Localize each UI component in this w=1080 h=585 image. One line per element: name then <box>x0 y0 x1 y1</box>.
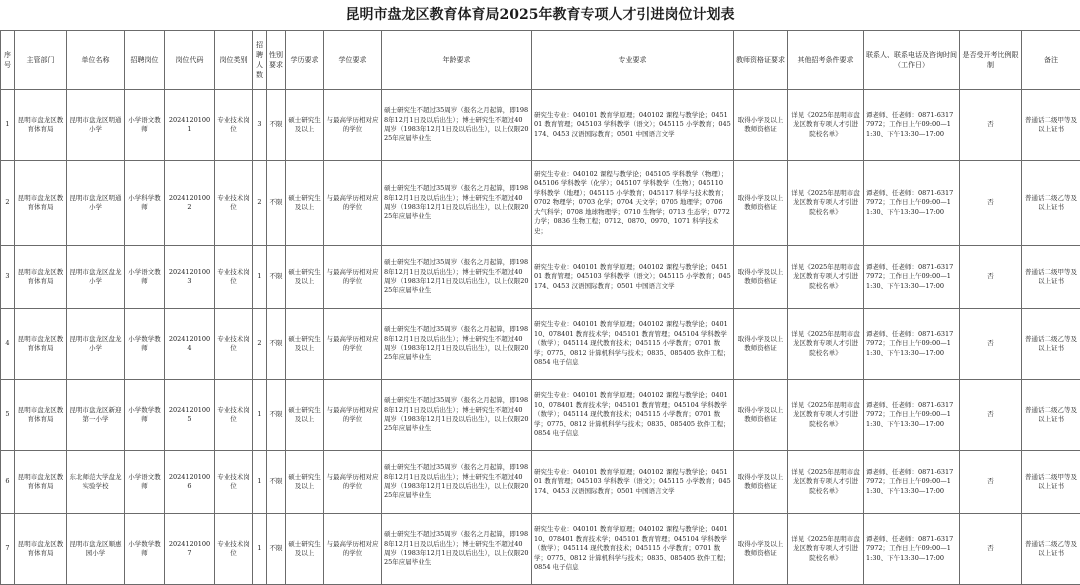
cell-post: 小学语文教师 <box>125 90 165 161</box>
cell-ratio: 否 <box>960 246 1022 309</box>
cell-count: 1 <box>253 514 267 585</box>
header-dept: 主管部门 <box>15 31 67 90</box>
header-education: 学历要求 <box>286 31 324 90</box>
cell-other: 详见《2025年昆明市盘龙区教育专项人才引进院校名单》 <box>788 380 864 451</box>
cell-count: 1 <box>253 246 267 309</box>
table-row <box>1 514 1080 585</box>
cell-code: 20241201006 <box>165 451 215 514</box>
cell-contact: 谭老师、任老师：0871-63177972；工作日上午09:00—11:30、下午13:30—17:00 <box>864 451 960 514</box>
cell-code: 20241201007 <box>165 514 215 585</box>
cell-other: 详见《2025年昆明市盘龙区教育专项人才引进院校名单》 <box>788 514 864 585</box>
cell-ratio: 否 <box>960 451 1022 514</box>
cell-cert: 取得小学及以上教师资格证 <box>734 380 788 451</box>
cell-post: 小学数学教师 <box>125 514 165 585</box>
cell-major: 研究生专业：040101 教育学原理；040102 课程与教学论；040110、078401 教育技术学；045101 教育管理；045104 学科教学（数学）；045114 现代教育技术；045115 小学教育；0701 数学；0775、0812 计算机科学与技术；0835、085405 软件工程；0854 电子信息 <box>532 380 734 451</box>
cell-major: 研究生专业：040102 课程与教学论；045105 学科教学（物理）；045106 学科教学（化学）；045107 学科教学（生物）；045110 学科教学（地理）；045115 小学教育；045117 科学与技术教育；0702 物理学；0703 化学；0704 天文学；0705 地理学；0706 大气科学；0708 地球物理学；0710 生物学；0713 生态学；0772 力学；0836 生物工程；0712、0870、0970、1071 科学技术史； <box>532 161 734 246</box>
cell-unit: 昆明市盘龙区盘龙小学 <box>67 246 125 309</box>
document-title: 昆明市盘龙区教育体育局2025年教育专项人才引进岗位计划表 <box>0 2 1080 28</box>
header-row <box>1 31 1080 90</box>
cell-cert: 取得小学及以上教师资格证 <box>734 514 788 585</box>
header-cert: 教师资格证要求 <box>734 31 788 90</box>
header-count: 招聘人数 <box>253 31 267 90</box>
cell-remark: 普通话二级甲等及以上证书 <box>1022 90 1080 161</box>
cell-remark: 普通话二级甲等及以上证书 <box>1022 246 1080 309</box>
cell-dept: 昆明市盘龙区教育体育局 <box>15 161 67 246</box>
cell-no: 3 <box>1 246 15 309</box>
cell-gender: 不限 <box>267 90 286 161</box>
cell-count: 1 <box>253 451 267 514</box>
cell-major: 研究生专业：040101 教育学原理；040102 课程与教学论；040110、078401 教育技术学；045101 教育管理；045104 学科教学（数学）；045114 现代教育技术；045115 小学教育；0701 数学；0775、0812 计算机科学与技术；0835、085405 软件工程；0854 电子信息 <box>532 309 734 380</box>
cell-degree: 与最高学历相对应的学位 <box>324 161 382 246</box>
header-degree: 学位要求 <box>324 31 382 90</box>
cell-count: 2 <box>253 309 267 380</box>
table-row <box>1 90 1080 161</box>
cell-post: 小学数学教师 <box>125 309 165 380</box>
cell-major: 研究生专业：040101 教育学原理；040102 课程与教学论；045101 教育管理；045103 学科教学（语文）；045115 小学教育；045174、0453 汉语国际教育；0501 中国语言文学 <box>532 90 734 161</box>
cell-cert: 取得小学及以上教师资格证 <box>734 90 788 161</box>
cell-post: 小学语文教师 <box>125 246 165 309</box>
cell-education: 硕士研究生及以上 <box>286 161 324 246</box>
cell-cert: 取得小学及以上教师资格证 <box>734 246 788 309</box>
header-category: 岗位类别 <box>215 31 253 90</box>
header-age: 年龄要求 <box>382 31 532 90</box>
table-row <box>1 451 1080 514</box>
cell-remark: 普通话二级甲等及以上证书 <box>1022 451 1080 514</box>
cell-dept: 昆明市盘龙区教育体育局 <box>15 514 67 585</box>
cell-category: 专业技术岗位 <box>215 161 253 246</box>
cell-contact: 谭老师、任老师：0871-63177972；工作日上午09:00—11:30、下午13:30—17:00 <box>864 309 960 380</box>
cell-code: 20241201004 <box>165 309 215 380</box>
header-unit: 单位名称 <box>67 31 125 90</box>
cell-dept: 昆明市盘龙区教育体育局 <box>15 246 67 309</box>
cell-degree: 与最高学历相对应的学位 <box>324 309 382 380</box>
cell-ratio: 否 <box>960 309 1022 380</box>
recruitment-table <box>0 30 1080 585</box>
cell-age: 硕士研究生不超过35周岁（报名之月起算，即1988年12月1日及以后出生）；博士研究生不超过40周岁（1983年12月1日及以后出生），以上仅限2025年应届毕业生 <box>382 451 532 514</box>
cell-no: 7 <box>1 514 15 585</box>
cell-age: 硕士研究生不超过35周岁（报名之月起算，即1988年12月1日及以后出生）；博士研究生不超过40周岁（1983年12月1日及以后出生），以上仅限2025年应届毕业生 <box>382 161 532 246</box>
cell-degree: 与最高学历相对应的学位 <box>324 90 382 161</box>
cell-unit: 昆明市盘龙区盘龙小学 <box>67 309 125 380</box>
cell-remark: 普通话二级乙等及以上证书 <box>1022 380 1080 451</box>
cell-cert: 取得小学及以上教师资格证 <box>734 309 788 380</box>
cell-other: 详见《2025年昆明市盘龙区教育专项人才引进院校名单》 <box>788 451 864 514</box>
cell-education: 硕士研究生及以上 <box>286 246 324 309</box>
cell-dept: 昆明市盘龙区教育体育局 <box>15 451 67 514</box>
cell-contact: 谭老师、任老师：0871-63177972；工作日上午09:00—11:30、下午13:30—17:00 <box>864 514 960 585</box>
cell-count: 3 <box>253 90 267 161</box>
header-remark: 备注 <box>1022 31 1080 90</box>
cell-education: 硕士研究生及以上 <box>286 309 324 380</box>
cell-unit: 昆明市盘龙区明通小学 <box>67 161 125 246</box>
cell-gender: 不限 <box>267 451 286 514</box>
cell-age: 硕士研究生不超过35周岁（报名之月起算，即1988年12月1日及以后出生）；博士研究生不超过40周岁（1983年12月1日及以后出生），以上仅限2025年应届毕业生 <box>382 514 532 585</box>
cell-remark: 普通话二级乙等及以上证书 <box>1022 309 1080 380</box>
cell-remark: 普通话二级乙等及以上证书 <box>1022 514 1080 585</box>
cell-ratio: 否 <box>960 514 1022 585</box>
cell-contact: 谭老师、任老师：0871-63177972；工作日上午09:00—11:30、下午13:30—17:00 <box>864 161 960 246</box>
cell-post: 小学数学教师 <box>125 380 165 451</box>
cell-no: 5 <box>1 380 15 451</box>
table-row <box>1 161 1080 246</box>
header-no: 序号 <box>1 31 15 90</box>
cell-other: 详见《2025年昆明市盘龙区教育专项人才引进院校名单》 <box>788 90 864 161</box>
cell-major: 研究生专业：040101 教育学原理；040102 课程与教学论；040110、078401 教育技术学；045101 教育管理；045104 学科教学（数学）；045114 现代教育技术；045115 小学教育；0701 数学；0775、0812 计算机科学与技术；0835、085405 软件工程；0854 电子信息 <box>532 514 734 585</box>
cell-cert: 取得小学及以上教师资格证 <box>734 161 788 246</box>
cell-contact: 谭老师、任老师：0871-63177972；工作日上午09:00—11:30、下午13:30—17:00 <box>864 380 960 451</box>
cell-unit: 昆明市盘龙区新迎第一小学 <box>67 380 125 451</box>
cell-remark: 普通话二级乙等及以上证书 <box>1022 161 1080 246</box>
cell-count: 2 <box>253 161 267 246</box>
cell-degree: 与最高学历相对应的学位 <box>324 514 382 585</box>
cell-other: 详见《2025年昆明市盘龙区教育专项人才引进院校名单》 <box>788 161 864 246</box>
cell-code: 20241201005 <box>165 380 215 451</box>
header-major: 专业要求 <box>532 31 734 90</box>
cell-other: 详见《2025年昆明市盘龙区教育专项人才引进院校名单》 <box>788 309 864 380</box>
cell-category: 专业技术岗位 <box>215 514 253 585</box>
cell-category: 专业技术岗位 <box>215 451 253 514</box>
cell-other: 详见《2025年昆明市盘龙区教育专项人才引进院校名单》 <box>788 246 864 309</box>
cell-age: 硕士研究生不超过35周岁（报名之月起算，即1988年12月1日及以后出生）；博士研究生不超过40周岁（1983年12月1日及以后出生），以上仅限2025年应届毕业生 <box>382 309 532 380</box>
cell-count: 1 <box>253 380 267 451</box>
cell-degree: 与最高学历相对应的学位 <box>324 380 382 451</box>
cell-major: 研究生专业：040101 教育学原理；040102 课程与教学论；045101 教育管理；045103 学科教学（语文）；045115 小学教育；045174、0453 汉语国际教育；0501 中国语言文学 <box>532 451 734 514</box>
table-row <box>1 380 1080 451</box>
cell-ratio: 否 <box>960 90 1022 161</box>
cell-post: 小学科学教师 <box>125 161 165 246</box>
cell-category: 专业技术岗位 <box>215 309 253 380</box>
table-row <box>1 309 1080 380</box>
cell-no: 1 <box>1 90 15 161</box>
cell-age: 硕士研究生不超过35周岁（报名之月起算，即1988年12月1日及以后出生）；博士研究生不超过40周岁（1983年12月1日及以后出生），以上仅限2025年应届毕业生 <box>382 380 532 451</box>
cell-no: 2 <box>1 161 15 246</box>
cell-no: 4 <box>1 309 15 380</box>
cell-contact: 谭老师、任老师：0871-63177972；工作日上午09:00—11:30、下午13:30—17:00 <box>864 90 960 161</box>
cell-gender: 不限 <box>267 161 286 246</box>
header-code: 岗位代码 <box>165 31 215 90</box>
cell-gender: 不限 <box>267 246 286 309</box>
cell-education: 硕士研究生及以上 <box>286 451 324 514</box>
cell-gender: 不限 <box>267 380 286 451</box>
cell-gender: 不限 <box>267 514 286 585</box>
cell-unit: 昆明市盘龙区顺惠园小学 <box>67 514 125 585</box>
cell-code: 20241201001 <box>165 90 215 161</box>
header-post: 招聘岗位 <box>125 31 165 90</box>
cell-code: 20241201002 <box>165 161 215 246</box>
cell-education: 硕士研究生及以上 <box>286 514 324 585</box>
table-row <box>1 246 1080 309</box>
cell-dept: 昆明市盘龙区教育体育局 <box>15 380 67 451</box>
cell-age: 硕士研究生不超过35周岁（报名之月起算，即1988年12月1日及以后出生）；博士研究生不超过40周岁（1983年12月1日及以后出生），以上仅限2025年应届毕业生 <box>382 246 532 309</box>
header-ratio: 是否受开考比例限制 <box>960 31 1022 90</box>
cell-unit: 昆明市盘龙区明通小学 <box>67 90 125 161</box>
cell-category: 专业技术岗位 <box>215 246 253 309</box>
cell-unit: 东北师范大学盘龙实验学校 <box>67 451 125 514</box>
cell-degree: 与最高学历相对应的学位 <box>324 451 382 514</box>
cell-code: 20241201003 <box>165 246 215 309</box>
cell-education: 硕士研究生及以上 <box>286 380 324 451</box>
cell-category: 专业技术岗位 <box>215 90 253 161</box>
cell-education: 硕士研究生及以上 <box>286 90 324 161</box>
cell-ratio: 否 <box>960 380 1022 451</box>
cell-age: 硕士研究生不超过35周岁（报名之月起算，即1988年12月1日及以后出生）；博士研究生不超过40周岁（1983年12月1日及以后出生），以上仅限2025年应届毕业生 <box>382 90 532 161</box>
cell-cert: 取得小学及以上教师资格证 <box>734 451 788 514</box>
cell-category: 专业技术岗位 <box>215 380 253 451</box>
cell-post: 小学语文教师 <box>125 451 165 514</box>
header-other: 其他招考条件要求 <box>788 31 864 90</box>
cell-gender: 不限 <box>267 309 286 380</box>
cell-degree: 与最高学历相对应的学位 <box>324 246 382 309</box>
cell-no: 6 <box>1 451 15 514</box>
cell-contact: 谭老师、任老师：0871-63177972；工作日上午09:00—11:30、下午13:30—17:00 <box>864 246 960 309</box>
cell-dept: 昆明市盘龙区教育体育局 <box>15 309 67 380</box>
cell-dept: 昆明市盘龙区教育体育局 <box>15 90 67 161</box>
header-contact: 联系人、联系电话及咨询时间（工作日） <box>864 31 960 90</box>
cell-ratio: 否 <box>960 161 1022 246</box>
cell-major: 研究生专业：040101 教育学原理；040102 课程与教学论；045101 教育管理；045103 学科教学（语文）；045115 小学教育；045174、0453 汉语国际教育；0501 中国语言文学 <box>532 246 734 309</box>
header-gender: 性别要求 <box>267 31 286 90</box>
